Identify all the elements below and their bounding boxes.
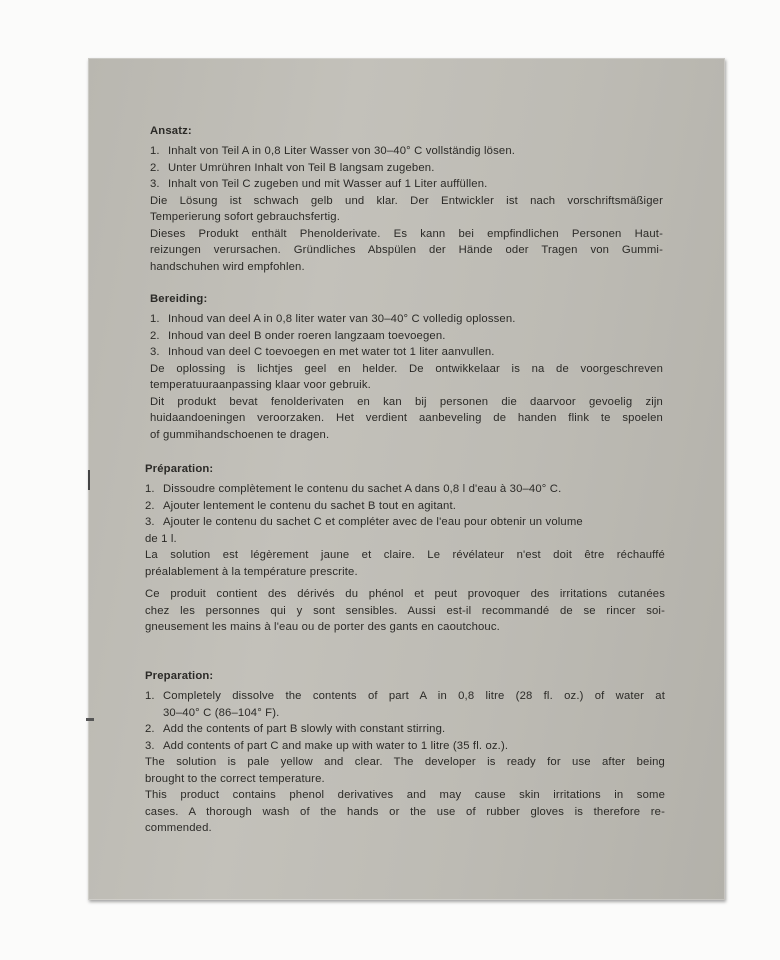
text-line: handschuhen wird empfohlen. — [150, 260, 305, 273]
step-number: 3. — [145, 739, 155, 752]
step-text: Add the contents of part B slowly with constant stirring. — [163, 723, 446, 735]
step-text: Inhalt von Teil C zugeben und mit Wasser auf 1 Liter auffüllen. — [168, 178, 488, 190]
section-dutch — [150, 291, 663, 443]
step-text: Inhalt von Teil A in 0,8 Liter Wasser von 30–40° C vollständig lösen. — [168, 145, 516, 157]
instruction-step — [150, 311, 663, 328]
text-line: This product contains phenol derivatives and may cause skin irritations in some — [145, 789, 665, 801]
text-line: of gummihandschoenen te dragen. — [150, 428, 330, 441]
step-number: 3. — [145, 516, 155, 528]
step-number: 1. — [150, 313, 160, 325]
text-line: The solution is pale yellow and clear. The developer is ready for use after being — [145, 756, 665, 768]
instruction-step — [145, 688, 665, 705]
text-line: brought to the correct temperature. — [145, 772, 325, 785]
instruction-step — [145, 481, 665, 498]
instruction-step — [145, 738, 665, 755]
section-english — [145, 668, 665, 837]
section-french — [145, 461, 665, 636]
text-line: temperatuuraanpassing klaar voor gebruik. — [150, 379, 371, 391]
step-number: 2. — [145, 723, 155, 735]
step-number: 1. — [150, 145, 160, 157]
step-number: 1. — [145, 690, 155, 702]
step-number: 3. — [150, 178, 160, 190]
instruction-step — [145, 514, 665, 531]
text-line: reizungen verursachen. Gründliches Abspülen der Hände oder Tragen von Gummi- — [150, 244, 663, 256]
instruction-step — [145, 721, 665, 738]
edge-mark — [88, 470, 90, 490]
step-number: 2. — [145, 499, 155, 512]
step-number: 1. — [145, 483, 155, 495]
step-text: Completely dissolve the contents of part A in 0,8 litre (28 fl. oz.) of water at — [163, 690, 665, 702]
text-line: 30–40° C (86–104° F). — [163, 706, 280, 719]
step-text: Inhoud van deel A in 0,8 liter water van 30–40° C volledig oplossen. — [168, 313, 516, 325]
step-text: Unter Umrühren Inhalt von Teil B langsam zugeben. — [168, 161, 435, 174]
step-number: 2. — [150, 161, 160, 174]
text-line: Die Lösung ist schwach gelb und klar. Der Entwickler ist nach vorschriftsmäßiger — [150, 194, 663, 207]
step-text: Ajouter le contenu du sachet C et compléter avec de l'eau pour obtenir un volume — [163, 516, 583, 528]
step-number: 2. — [150, 329, 160, 342]
text-line: Ce produit contient des dérivés du phénol et peut provoquer des irritations cutanées — [145, 588, 665, 600]
instruction-step — [150, 143, 663, 160]
text-line: commended. — [145, 822, 212, 834]
text-line: Dieses Produkt enthält Phenolderivate. Es kann bei empfindlichen Personen Haut- — [150, 227, 663, 240]
section-heading: Preparation: — [145, 670, 214, 682]
text-line: De oplossing is lichtjes geel en helder. De ontwikkelaar is na de voorgeschreven — [150, 362, 663, 375]
step-text: Dissoudre complètement le contenu du sachet A dans 0,8 l d'eau à 30–40° C. — [163, 483, 562, 495]
text-line: La solution est légèrement jaune et claire. Le révélateur n'est doit être réchauffé — [145, 549, 665, 561]
instruction-step — [150, 176, 663, 193]
text-line: Dit produkt bevat fenolderivaten en kan bij personen die daarvoor gevoelig zijn — [150, 395, 663, 408]
instruction-step — [150, 328, 663, 345]
instruction-step — [150, 160, 663, 177]
text-line: cases. A thorough wash of the hands or the use of rubber gloves is therefore re- — [145, 805, 665, 818]
step-text: Add contents of part C and make up with water to 1 litre (35 fl. oz.). — [163, 739, 509, 752]
text-line: gneusement les mains à l'eau ou de porter des gants en caoutchouc. — [145, 621, 500, 633]
text-line: préalablement à la température prescrite. — [145, 565, 358, 578]
section-heading: Préparation: — [145, 463, 214, 475]
edge-mark — [86, 718, 94, 721]
instruction-step — [145, 498, 665, 515]
text-line: de 1 l. — [145, 532, 177, 545]
text-line: huidaandoeningen veroorzaken. Het verdient aanbeveling de handen flink te spoelen — [150, 412, 663, 424]
step-text: Inhoud van deel B onder roeren langzaam toevoegen. — [168, 329, 446, 342]
instruction-step — [150, 344, 663, 361]
text-line: Temperierung sofort gebrauchsfertig. — [150, 211, 341, 223]
section-heading: Bereiding: — [150, 293, 208, 305]
step-number: 3. — [150, 346, 160, 358]
section-german — [150, 123, 663, 275]
step-text: Inhoud van deel C toevoegen en met water tot 1 liter aanvullen. — [168, 346, 495, 358]
section-heading: Ansatz: — [150, 125, 192, 137]
text-line: chez les personnes qui y sont sensibles. Aussi est-il recommandé de se rincer soi- — [145, 604, 665, 617]
step-text: Ajouter lentement le contenu du sachet B tout en agitant. — [163, 499, 457, 512]
